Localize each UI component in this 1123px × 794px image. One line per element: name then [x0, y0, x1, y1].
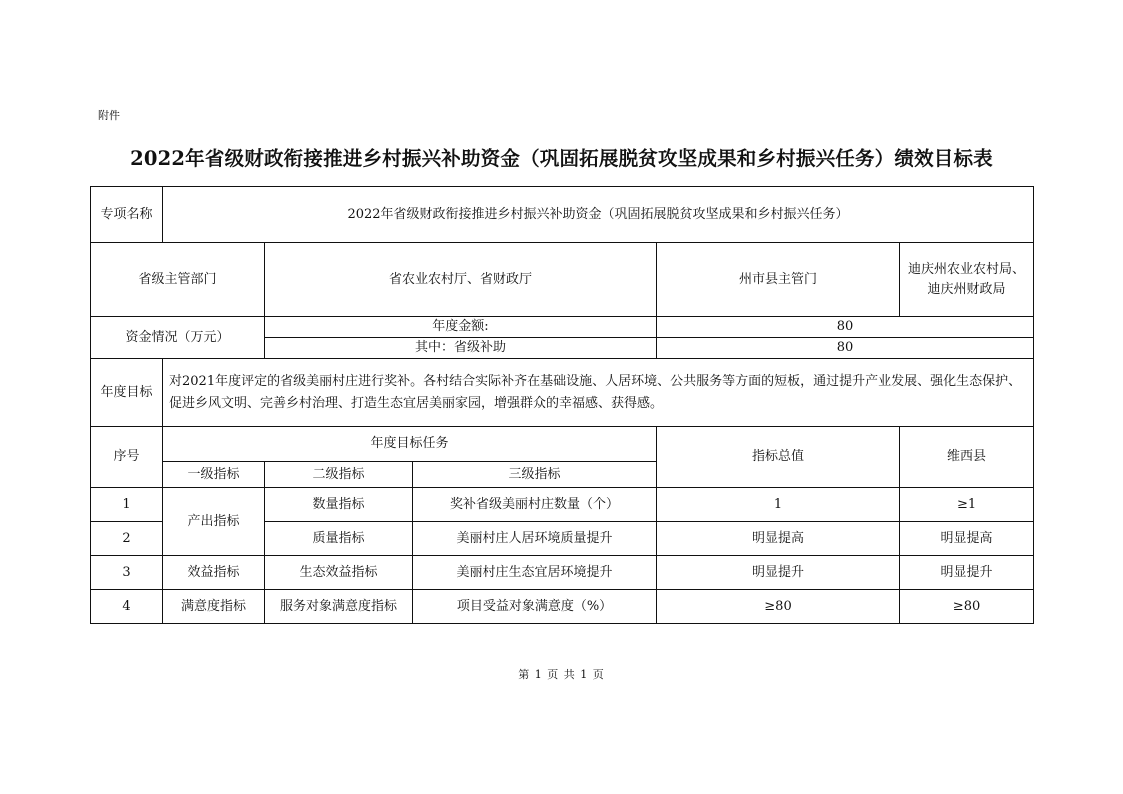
row-county: 明显提高: [900, 522, 1034, 556]
row-total: 明显提升: [657, 556, 900, 590]
header-county: 维西县: [900, 427, 1034, 488]
header-task: 年度目标任务: [163, 427, 657, 462]
indicator-header-row-1: [91, 427, 1034, 462]
row-total: ≥80: [657, 590, 900, 624]
row-level1: 效益指标: [163, 556, 265, 590]
header-level1: 一级指标: [163, 462, 265, 488]
page-title: 2022年省级财政衔接推进乡村振兴补助资金（巩固拓展脱贫攻坚成果和乡村振兴任务）绩效目标表: [130, 147, 993, 170]
page-footer: 第 1 页 共 1 页: [518, 668, 605, 681]
project-name-value: 2022年省级财政衔接推进乡村振兴补助资金（巩固拓展脱贫攻坚成果和乡村振兴任务）: [163, 187, 1034, 243]
header-level3: 三级指标: [413, 462, 657, 488]
funds-subsidy-label: 其中：省级补助: [265, 338, 657, 359]
row-total: 1: [657, 488, 900, 522]
funds-annual-row: [91, 317, 1034, 338]
row-seq: 4: [91, 590, 163, 624]
row-level2: 数量指标: [265, 488, 413, 522]
row-seq: 3: [91, 556, 163, 590]
attachment-label: 附件: [98, 109, 120, 122]
local-department-label: 州市县主管门: [657, 243, 900, 317]
row-level3: 美丽村庄人居环境质量提升: [413, 522, 657, 556]
row-level3: 项目受益对象满意度（%）: [413, 590, 657, 624]
row-county: ≥1: [900, 488, 1034, 522]
annual-goal-label: 年度目标: [91, 359, 163, 427]
table-row: [91, 590, 1034, 624]
row-seq: 2: [91, 522, 163, 556]
row-level3: 奖补省级美丽村庄数量（个）: [413, 488, 657, 522]
funds-subsidy-value: 80: [657, 338, 1034, 359]
row-county: 明显提升: [900, 556, 1034, 590]
row-level2: 质量指标: [265, 522, 413, 556]
annual-goal-text: 对2021年度评定的省级美丽村庄进行奖补。各村结合实际补齐在基础设施、人居环境、公共服务等方面的短板，通过提升产业发展、强化生态保护、促进乡风文明、完善乡村治理、打造生态宜居美丽家园，增强群众的幸福感、获得感。: [163, 359, 1034, 427]
header-total: 指标总值: [657, 427, 900, 488]
row-seq: 1: [91, 488, 163, 522]
row-level2: 生态效益指标: [265, 556, 413, 590]
header-seq: 序号: [91, 427, 163, 488]
provincial-department-value: 省农业农村厅、省财政厅: [265, 243, 657, 317]
row-level2: 服务对象满意度指标: [265, 590, 413, 624]
funds-annual-value: 80: [657, 317, 1034, 338]
header-level2: 二级指标: [265, 462, 413, 488]
row-county: ≥80: [900, 590, 1034, 624]
row-total: 明显提高: [657, 522, 900, 556]
performance-target-table: [90, 186, 1034, 624]
local-department-value: 迪庆州农业农村局、迪庆州财政局: [900, 243, 1034, 317]
row-level1: 满意度指标: [163, 590, 265, 624]
row-level3: 美丽村庄生态宜居环境提升: [413, 556, 657, 590]
table-row: [91, 556, 1034, 590]
provincial-department-label: 省级主管部门: [91, 243, 265, 317]
project-name-label: 专项名称: [91, 187, 163, 243]
row-level1: 产出指标: [163, 488, 265, 556]
funds-annual-label: 年度金额:: [265, 317, 657, 338]
department-row: [91, 243, 1034, 317]
project-name-row: [91, 187, 1034, 243]
funds-label: 资金情况（万元）: [91, 317, 265, 359]
table-row: [91, 488, 1034, 522]
annual-goal-row: [91, 359, 1034, 427]
